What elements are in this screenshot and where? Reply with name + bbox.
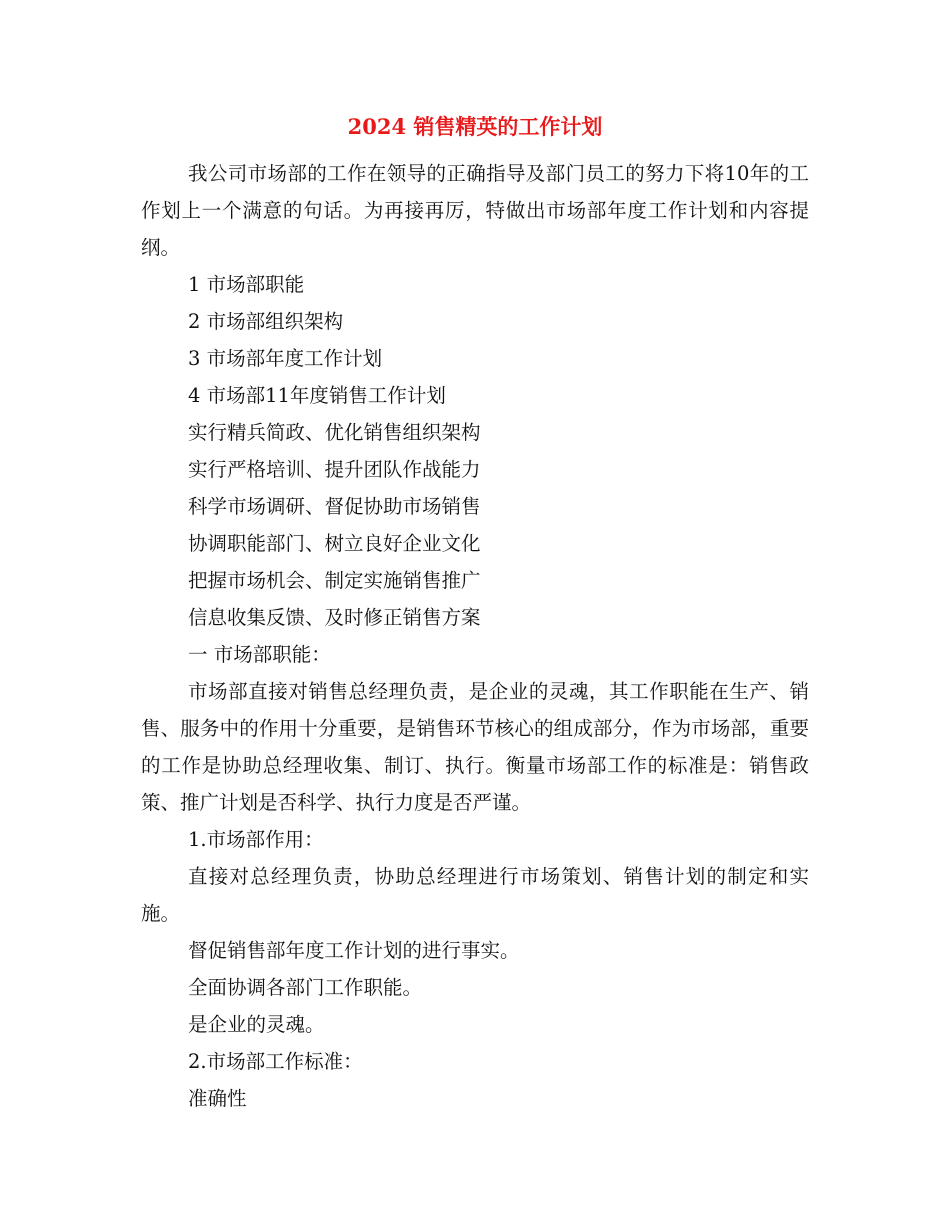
outline-item-3: 3 市场部年度工作计划 — [188, 347, 383, 370]
document-title: 2024 销售精英的工作计划 — [347, 114, 603, 139]
paragraph: 是企业的灵魂。 — [188, 1013, 325, 1036]
outline-item-1: 1 市场部职能 — [188, 273, 305, 296]
subsection-heading: 1.市场部作用： — [188, 828, 324, 851]
list-item: 科学市场调研、督促协助市场销售 — [188, 495, 481, 518]
section-heading: 一 市场部职能： — [188, 643, 331, 666]
paragraph-function: 市场部直接对销售总经理负责，是企业的灵魂，其工作职能在生产、销售、服务中的作用十分重要，是销售环节核心的组成部分，作为市场部，重要的工作是协助总经理收集、制订、执行。衡量市场部工作的标准是：销售政策、推广计划是否科学、执行力度是否严谨。 — [141, 680, 809, 814]
paragraph: 督促销售部年度工作计划的进行事实。 — [188, 939, 520, 962]
list-item: 实行精兵简政、优化销售组织架构 — [188, 421, 481, 444]
paragraph: 全面协调各部门工作职能。 — [188, 976, 423, 999]
paragraph: 准确性 — [188, 1087, 247, 1110]
document-body — [141, 155, 809, 1117]
list-item: 把握市场机会、制定实施销售推广 — [188, 569, 481, 592]
subsection-heading: 2.市场部工作标准： — [188, 1050, 363, 1073]
list-item: 协调职能部门、树立良好企业文化 — [188, 532, 481, 555]
paragraph-intro: 我公司市场部的工作在领导的正确指导及部门员工的努力下将10年的工作划上一个满意的句话。为再接再厉，特做出市场部年度工作计划和内容提纲。 — [141, 162, 809, 259]
outline-item-2: 2 市场部组织架构 — [188, 310, 344, 333]
list-item: 实行严格培训、提升团队作战能力 — [188, 458, 481, 481]
paragraph: 直接对总经理负责，协助总经理进行市场策划、销售计划的制定和实施。 — [141, 865, 809, 925]
list-item: 信息收集反馈、及时修正销售方案 — [188, 606, 481, 629]
outline-item-4: 4 市场部11年度销售工作计划 — [188, 384, 446, 407]
